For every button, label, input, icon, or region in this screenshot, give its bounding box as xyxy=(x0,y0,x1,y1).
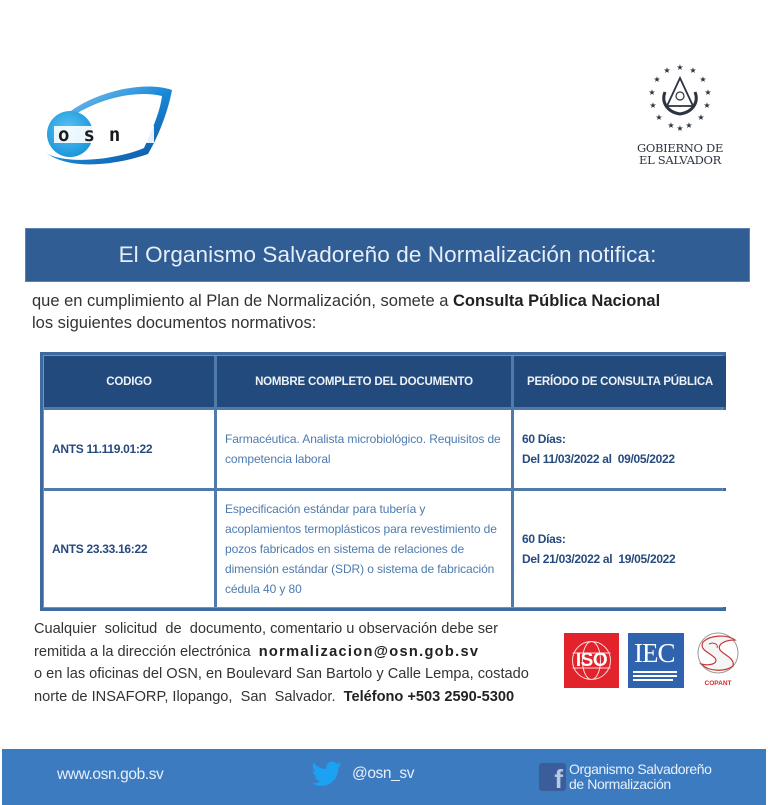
svg-text:★: ★ xyxy=(667,121,675,130)
facebook-icon xyxy=(539,763,566,791)
iso-logo-text: ISO xyxy=(575,649,608,671)
contact-line-2 xyxy=(34,641,554,664)
intro-text-before: que en cumplimiento al Plan de Normalización, somete a xyxy=(32,292,453,310)
table-row-1-days: 60 Días: xyxy=(522,432,566,446)
government-name xyxy=(630,142,730,166)
contact-phone: Teléfono +503 2590-5300 xyxy=(343,688,515,705)
table-row-2-period xyxy=(514,491,726,607)
intro-paragraph xyxy=(32,290,742,334)
iec-logo xyxy=(628,633,684,688)
svg-text:★: ★ xyxy=(648,88,656,97)
osn-logo-graphic xyxy=(40,82,180,174)
iec-line-2 xyxy=(633,675,677,677)
table-row-2-range: Del 21/03/2022 al 19/05/2022 xyxy=(522,552,676,566)
svg-text:★: ★ xyxy=(697,113,705,122)
government-name-line1: GOBIERNO DE xyxy=(636,141,724,155)
contact-line-1: Cualquier solicitud de documento, comentario u observación debe ser xyxy=(34,621,499,637)
svg-text:★: ★ xyxy=(663,66,671,75)
iec-line-1 xyxy=(633,671,677,673)
copant-logo xyxy=(693,630,743,690)
twitter-bird-icon xyxy=(312,761,342,787)
iec-logo-text: IEC xyxy=(634,638,675,668)
footer-twitter-handle: @osn_sv xyxy=(352,765,415,782)
footer-facebook-name xyxy=(569,762,712,792)
contact-paragraph xyxy=(34,618,554,708)
table-row-2-name: Especificación estándar para tubería y acoplamientos termoplásticos para revestimiento de pozos fabricados en sistema de relaciones de dimensión estándar (SDR) o sistema de fabricación cédula 40 y 80 xyxy=(217,491,511,607)
svg-text:★: ★ xyxy=(653,75,661,84)
footer-twitter-link[interactable] xyxy=(312,761,414,787)
documents-table xyxy=(40,352,726,611)
footer-website-link[interactable]: www.osn.gob.sv xyxy=(57,766,164,783)
copant-americas-map-icon xyxy=(695,630,741,676)
svg-text:★: ★ xyxy=(676,63,684,72)
table-header-codigo: CODIGO xyxy=(44,356,214,407)
footer-facebook-line1: Organismo Salvadoreño xyxy=(569,761,712,777)
contact-line-4-prefix: norte de INSAFORP, Ilopango, San Salvador. xyxy=(34,688,344,705)
svg-text:★: ★ xyxy=(685,121,693,130)
table-row-1-code: ANTS 11.119.01:22 xyxy=(44,410,214,488)
table-row-2-code: ANTS 23.33.16:22 xyxy=(44,491,214,607)
contact-email-link[interactable]: normalizacion@osn.gob.sv xyxy=(258,643,480,660)
contact-line-2-prefix: remitida a la dirección electrónica xyxy=(34,643,259,660)
footer-facebook-link[interactable] xyxy=(539,762,712,792)
el-salvador-coat-of-arms-icon xyxy=(645,62,715,132)
svg-text:★: ★ xyxy=(703,101,711,110)
footer-facebook-line2: de Normalización xyxy=(569,776,671,792)
svg-text:★: ★ xyxy=(676,124,684,132)
notice-title: El Organismo Salvadoreño de Normalización notifica: xyxy=(118,242,657,267)
table-row-2-days: 60 Días: xyxy=(522,532,566,546)
iso-logo xyxy=(564,633,619,688)
footer-bar xyxy=(2,749,766,805)
intro-bold-consulta: Consulta Pública Nacional xyxy=(452,292,661,310)
government-logo xyxy=(630,62,730,174)
contact-line-4 xyxy=(34,686,554,709)
government-name-line2: EL SALVADOR xyxy=(639,153,721,167)
table-header-nombre: NOMBRE COMPLETO DEL DOCUMENTO xyxy=(217,356,511,407)
svg-text:★: ★ xyxy=(655,113,663,122)
facebook-glyph: f xyxy=(554,764,563,791)
svg-text:★: ★ xyxy=(699,75,707,84)
osn-logo-text: osn xyxy=(58,124,135,146)
svg-text:★: ★ xyxy=(649,101,657,110)
svg-text:★: ★ xyxy=(704,88,712,97)
table-row-1-name: Farmacéutica. Analista microbiológico. Requisitos de competencia laboral xyxy=(217,410,511,488)
intro-text-after: los siguientes documentos normativos: xyxy=(32,314,317,332)
table-row-1-range: Del 11/03/2022 al 09/05/2022 xyxy=(522,452,675,466)
iec-line-3 xyxy=(633,679,673,681)
table-row-1-period xyxy=(514,410,726,488)
table-header-periodo: PERÍODO DE CONSULTA PÚBLICA xyxy=(514,356,726,407)
osn-logo xyxy=(40,82,180,174)
contact-line-3: o en las oficinas del OSN, en Boulevard San Bartolo y Calle Lempa, costado xyxy=(34,666,529,682)
copant-logo-text: COPANT xyxy=(704,680,732,687)
notice-heading-bar xyxy=(25,228,750,282)
svg-text:★: ★ xyxy=(689,66,697,75)
